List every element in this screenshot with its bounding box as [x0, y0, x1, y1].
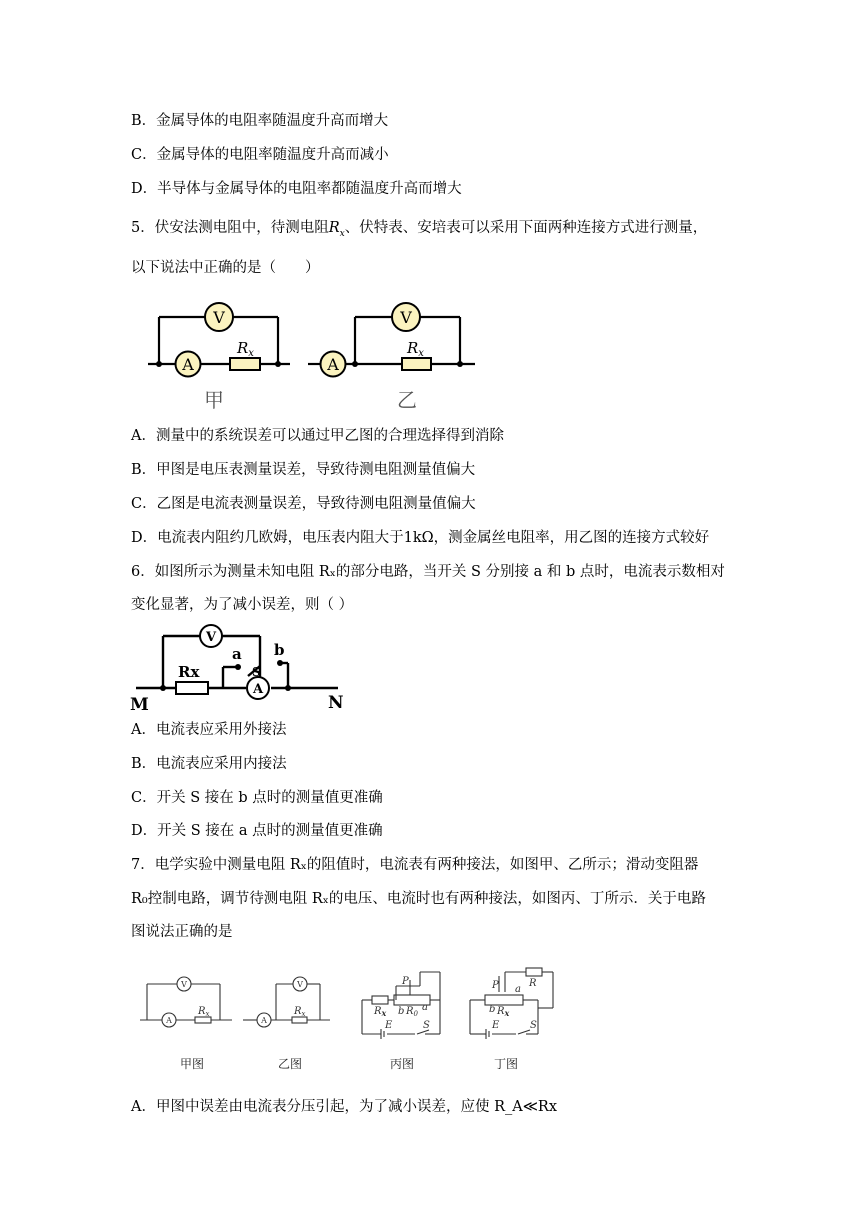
- fig7-b-bing: b: [398, 1006, 405, 1017]
- q6-option-b: B．电流表应采用内接法: [131, 756, 287, 772]
- fig7-rx-yi: $R_x$: [294, 1006, 306, 1018]
- fig7-s-bing: S: [423, 1020, 430, 1031]
- fig7-rx-jia: $R_x$: [198, 1006, 210, 1018]
- q5-stem-part2: 、伏特表、安培表可以采用下面两种连接方式进行测量，: [344, 220, 708, 236]
- resistor-q6: [176, 682, 208, 694]
- q6-stem-line1: 6．如图所示为测量未知电阻 Rₓ的部分电路，当开关 S 分别接 a 和 b 点时，电流表示数相对: [131, 564, 725, 580]
- q4-option-d: D．半导体与金属导体的电阻率都随温度升高而增大: [131, 181, 462, 197]
- resistor-label-yi: $R_x$: [407, 339, 424, 359]
- fig7-p-ding: P: [492, 980, 499, 991]
- fig7-caption-bing: 丙图: [389, 1057, 415, 1071]
- fig7-b-ding: b: [489, 1004, 496, 1015]
- q5-stem-part1: 5．伏安法测电阻中，待测电阻: [131, 220, 329, 236]
- q7-stem-line3: 图说法正确的是: [131, 924, 233, 940]
- q4-option-b: B．金属导体的电阻率随温度升高而增大: [131, 113, 389, 129]
- q7-stem-line1: 7．电学实验中测量电阻 Rₓ的阻值时，电流表有两种接法，如图甲、乙所示；滑动变阻器: [131, 857, 699, 873]
- fig7-e-ding: E: [492, 1020, 500, 1031]
- caption-yi: 乙: [397, 388, 417, 412]
- caption-jia: 甲: [204, 388, 224, 412]
- point-a-label: a: [232, 645, 242, 663]
- q6-option-c: C．开关 S 接在 b 点时的测量值更准确: [131, 790, 383, 806]
- rx-symbol: R: [328, 220, 340, 236]
- voltmeter-label-yi: V: [400, 308, 412, 327]
- voltmeter-label-q6: V: [205, 630, 217, 645]
- resistor-label-jia: $R_x$: [237, 339, 254, 359]
- fig7-v-yi: V: [297, 980, 303, 989]
- fig7-r-ding: R: [529, 978, 537, 989]
- resistor-yi: [402, 358, 431, 370]
- q5-option-d: D．电流表内阻约几欧姆，电压表内阻大于1kΩ，测金属丝电阻率，用乙图的连接方式较好: [131, 530, 710, 546]
- q5-option-b: B．甲图是电压表测量误差，导致待测电阻测量值偏大: [131, 462, 476, 478]
- q5-stem-line1: [131, 218, 707, 244]
- q5-option-a: A．测量中的系统误差可以通过甲乙图的合理选择得到消除: [131, 428, 504, 444]
- ammeter-label-jia: A: [182, 355, 194, 374]
- terminal-m-label: M: [130, 695, 149, 715]
- resistor-jia: [230, 358, 260, 370]
- r-fig-ding: [526, 968, 542, 976]
- q6-stem-line2: 变化显著，为了减小误差，则（ ）: [131, 597, 354, 613]
- fig7-s-ding: S: [530, 1020, 537, 1031]
- fig7-a-yi: A: [261, 1016, 267, 1025]
- terminal-n-label: N: [328, 693, 344, 713]
- fig7-caption-jia: 甲图: [179, 1057, 205, 1071]
- q6-option-d: D．开关 S 接在 a 点时的测量值更准确: [131, 823, 383, 839]
- rx-sub: x: [339, 228, 345, 239]
- ammeter-label-q6: A: [252, 682, 264, 697]
- resistor-label-q6: Rx: [178, 663, 200, 681]
- fig7-a-jia: A: [166, 1016, 172, 1025]
- fig7-v-jia: V: [181, 980, 187, 989]
- point-b-label: b: [274, 641, 285, 659]
- q7-circuits-figure: [140, 962, 570, 1077]
- voltmeter-label-jia: V: [213, 308, 225, 327]
- q7-option-a: A．甲图中误差由电流表分压引起，为了减小误差，应使 R_A≪Rx: [131, 1099, 557, 1115]
- ammeter-label-yi: A: [327, 355, 339, 374]
- q5-stem-line2: 以下说法中正确的是（ ）: [131, 260, 320, 276]
- fig7-rx-bing: $R_x$: [374, 1006, 387, 1018]
- fig7-rx-ding: $R_x$: [497, 1006, 510, 1018]
- fig7-caption-ding: 丁图: [493, 1057, 519, 1071]
- rx-fig-bing: [372, 996, 388, 1004]
- q6-option-a: A．电流表应采用外接法: [131, 722, 287, 738]
- switch-s-label: S: [252, 665, 261, 679]
- q4-option-c: C．金属导体的电阻率随温度升高而减小: [131, 147, 389, 163]
- fig7-e-bing: E: [385, 1020, 393, 1031]
- fig7-p-bing: P: [402, 976, 409, 987]
- q5-option-c: C．乙图是电流表测量误差，导致待测电阻测量值偏大: [131, 496, 476, 512]
- q6-circuit-figure: [128, 618, 358, 716]
- fig7-a-bing: a: [422, 1002, 428, 1013]
- q5-circuit-figure: [140, 295, 490, 420]
- fig7-caption-yi: 乙图: [277, 1057, 303, 1071]
- fig7-a-ding: a: [515, 984, 521, 995]
- q7-stem-line2: R₀控制电路，调节待测电阻 Rₓ的电压、电流时也有两种接法，如图丙、丁所示．关于电路: [131, 891, 706, 907]
- fig7-r0-bing: $R_0$: [406, 1006, 418, 1018]
